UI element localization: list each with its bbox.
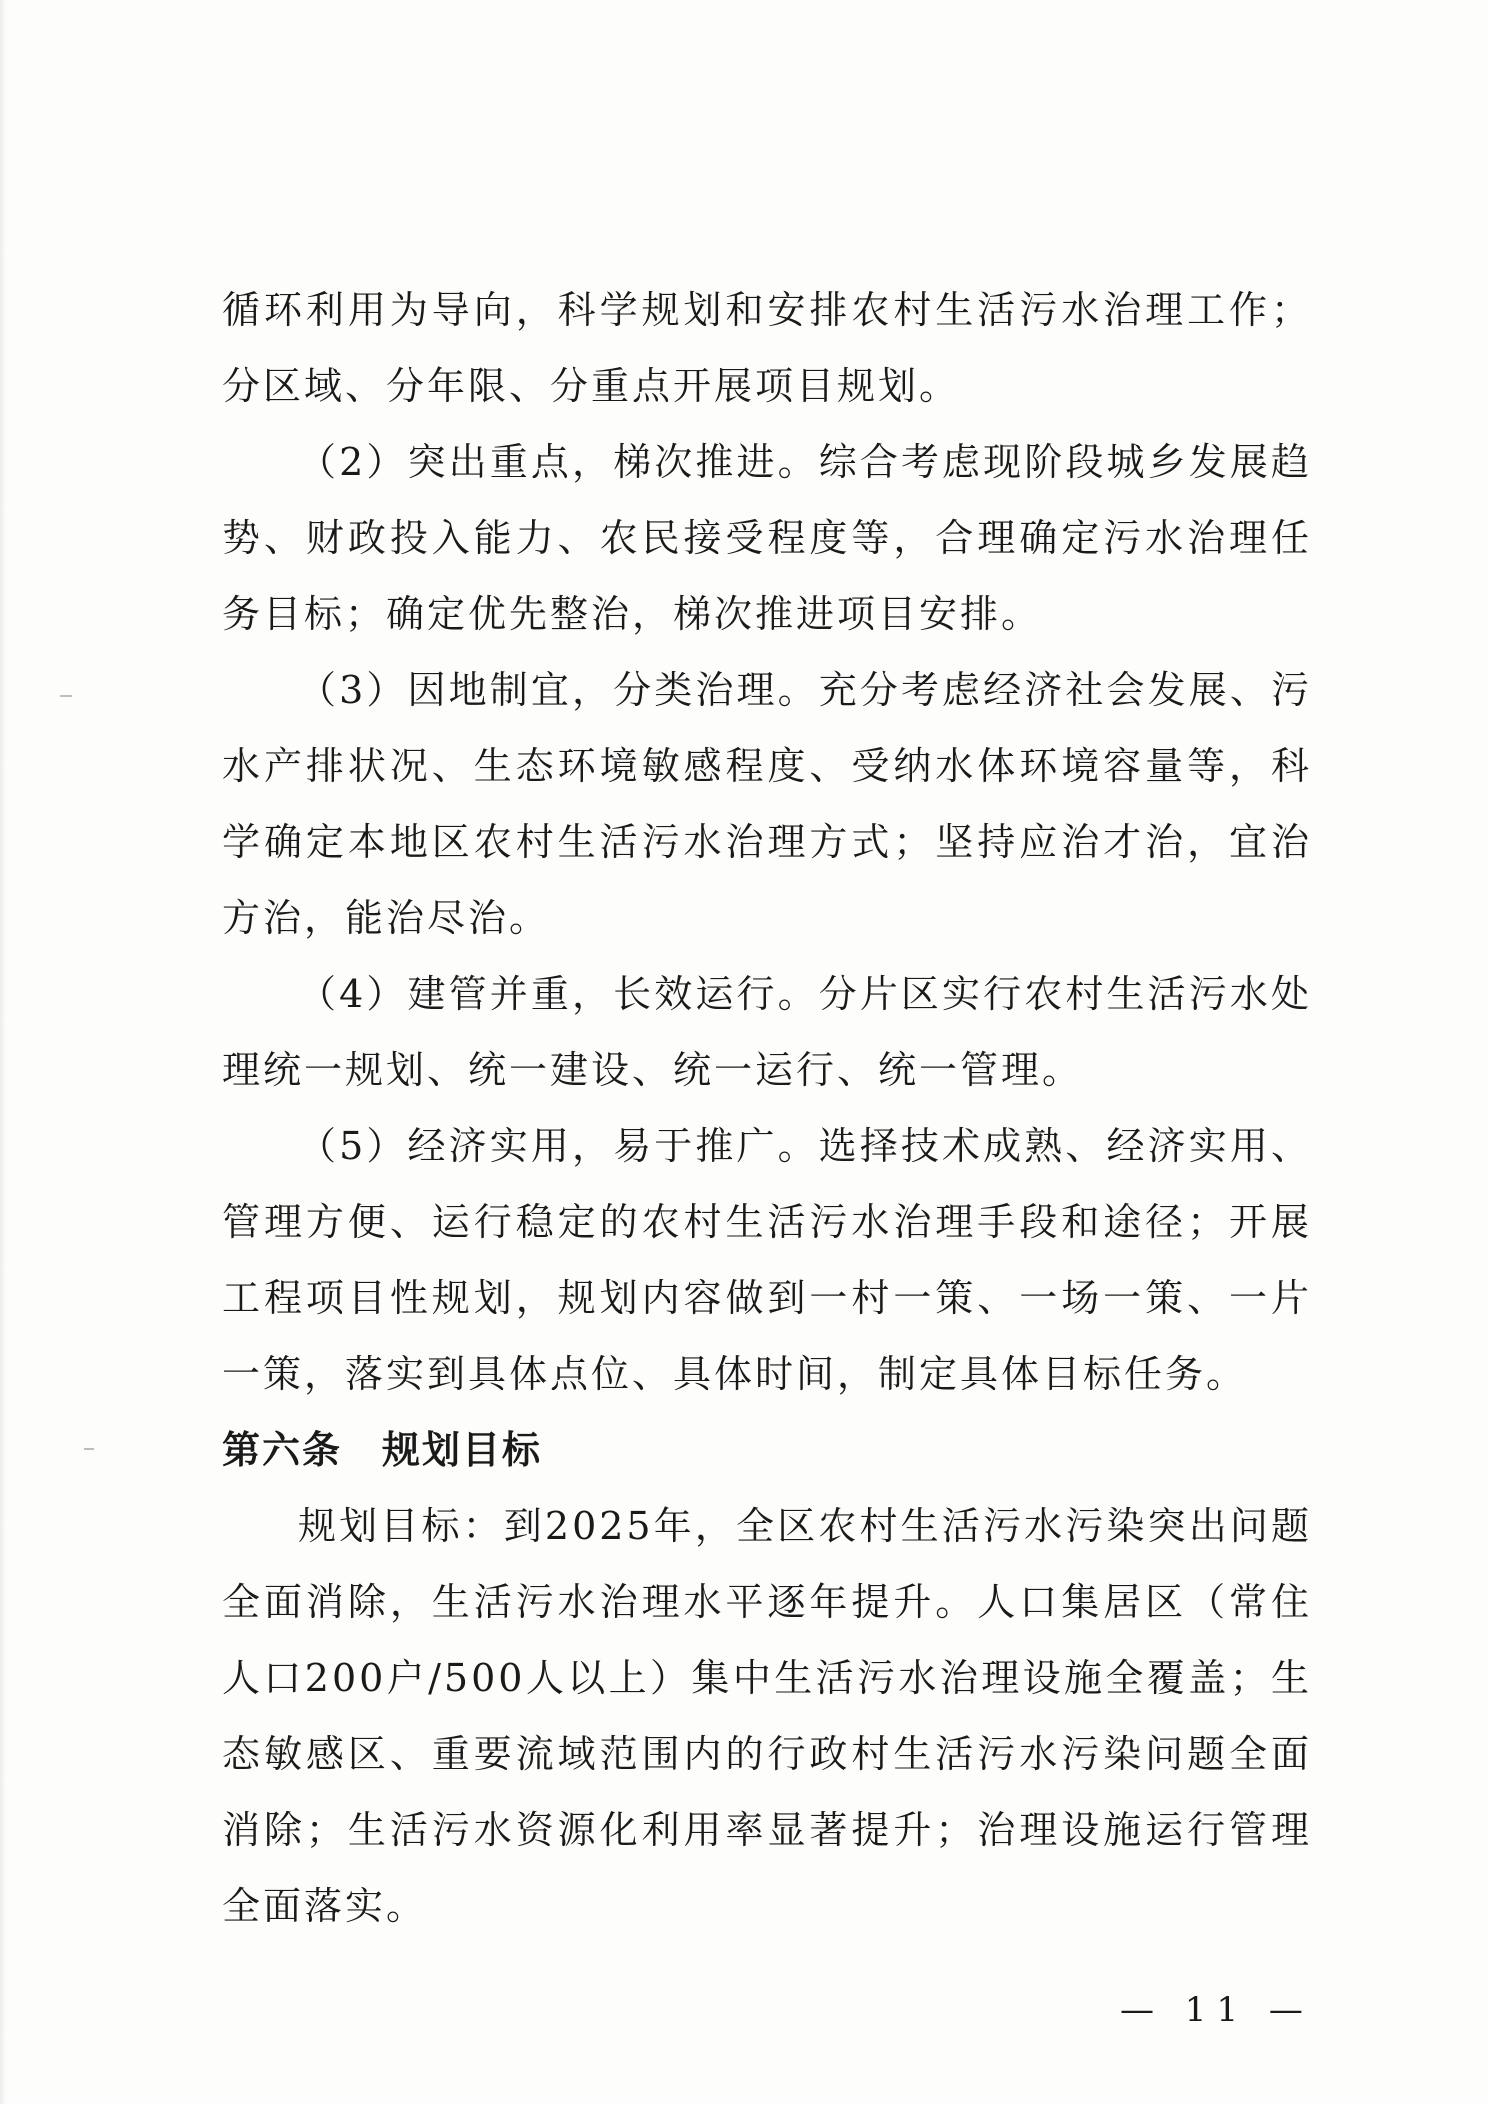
paragraph-principle-3: （3）因地制宜，分类治理。充分考虑经济社会发展、污水产排状况、生态环境敏感程度、受纳水体环境容量等，科学确定本地区农村生活污水治理方式；坚持应治才治，宜治方治，能治尽治。 <box>222 668 1312 940</box>
paragraph-principle-4: （4）建管并重，长效运行。分片区实行农村生活污水处理统一规划、统一建设、统一运行、统一管理。 <box>222 972 1312 1092</box>
scan-edge-shadow <box>0 0 6 2104</box>
paragraph-continuation: 循环利用为导向，科学规划和安排农村生活污水治理工作；分区域、分年限、分重点开展项目规划。 <box>222 288 1312 408</box>
article-title: 规划目标 <box>382 1428 543 1472</box>
paragraph-planning-goal: 规划目标：到2025年，全区农村生活污水污染突出问题全面消除，生活污水治理水平逐年提升。人口集居区（常住人口200户/500人以上）集中生活污水治理设施全覆盖；生态敏感区、重要流域范围内的行政村生活污水污染问题全面消除；生活污水资源化利用率显著提升；治理设施运行管理全面落实。 <box>222 1504 1312 1928</box>
paragraph-principle-5: （5）经济实用，易于推广。选择技术成熟、经济实用、管理方便、运行稳定的农村生活污水治理手段和途径；开展工程项目性规划，规划内容做到一村一策、一场一策、一片一策，落实到具体点位、具体时间，制定具体目标任务。 <box>222 1124 1312 1396</box>
scan-mark <box>84 1448 94 1450</box>
document-body <box>222 272 1312 1944</box>
scan-mark <box>60 695 72 697</box>
page-number: — 11 — <box>1120 1990 1313 2030</box>
article-number: 第六条 <box>222 1428 343 1472</box>
paragraph-principle-2: （2）突出重点，梯次推进。综合考虑现阶段城乡发展趋势、财政投入能力、农民接受程度等，合理确定污水治理任务目标；确定优先整治，梯次推进项目安排。 <box>222 440 1312 636</box>
section-heading <box>222 1412 1312 1488</box>
